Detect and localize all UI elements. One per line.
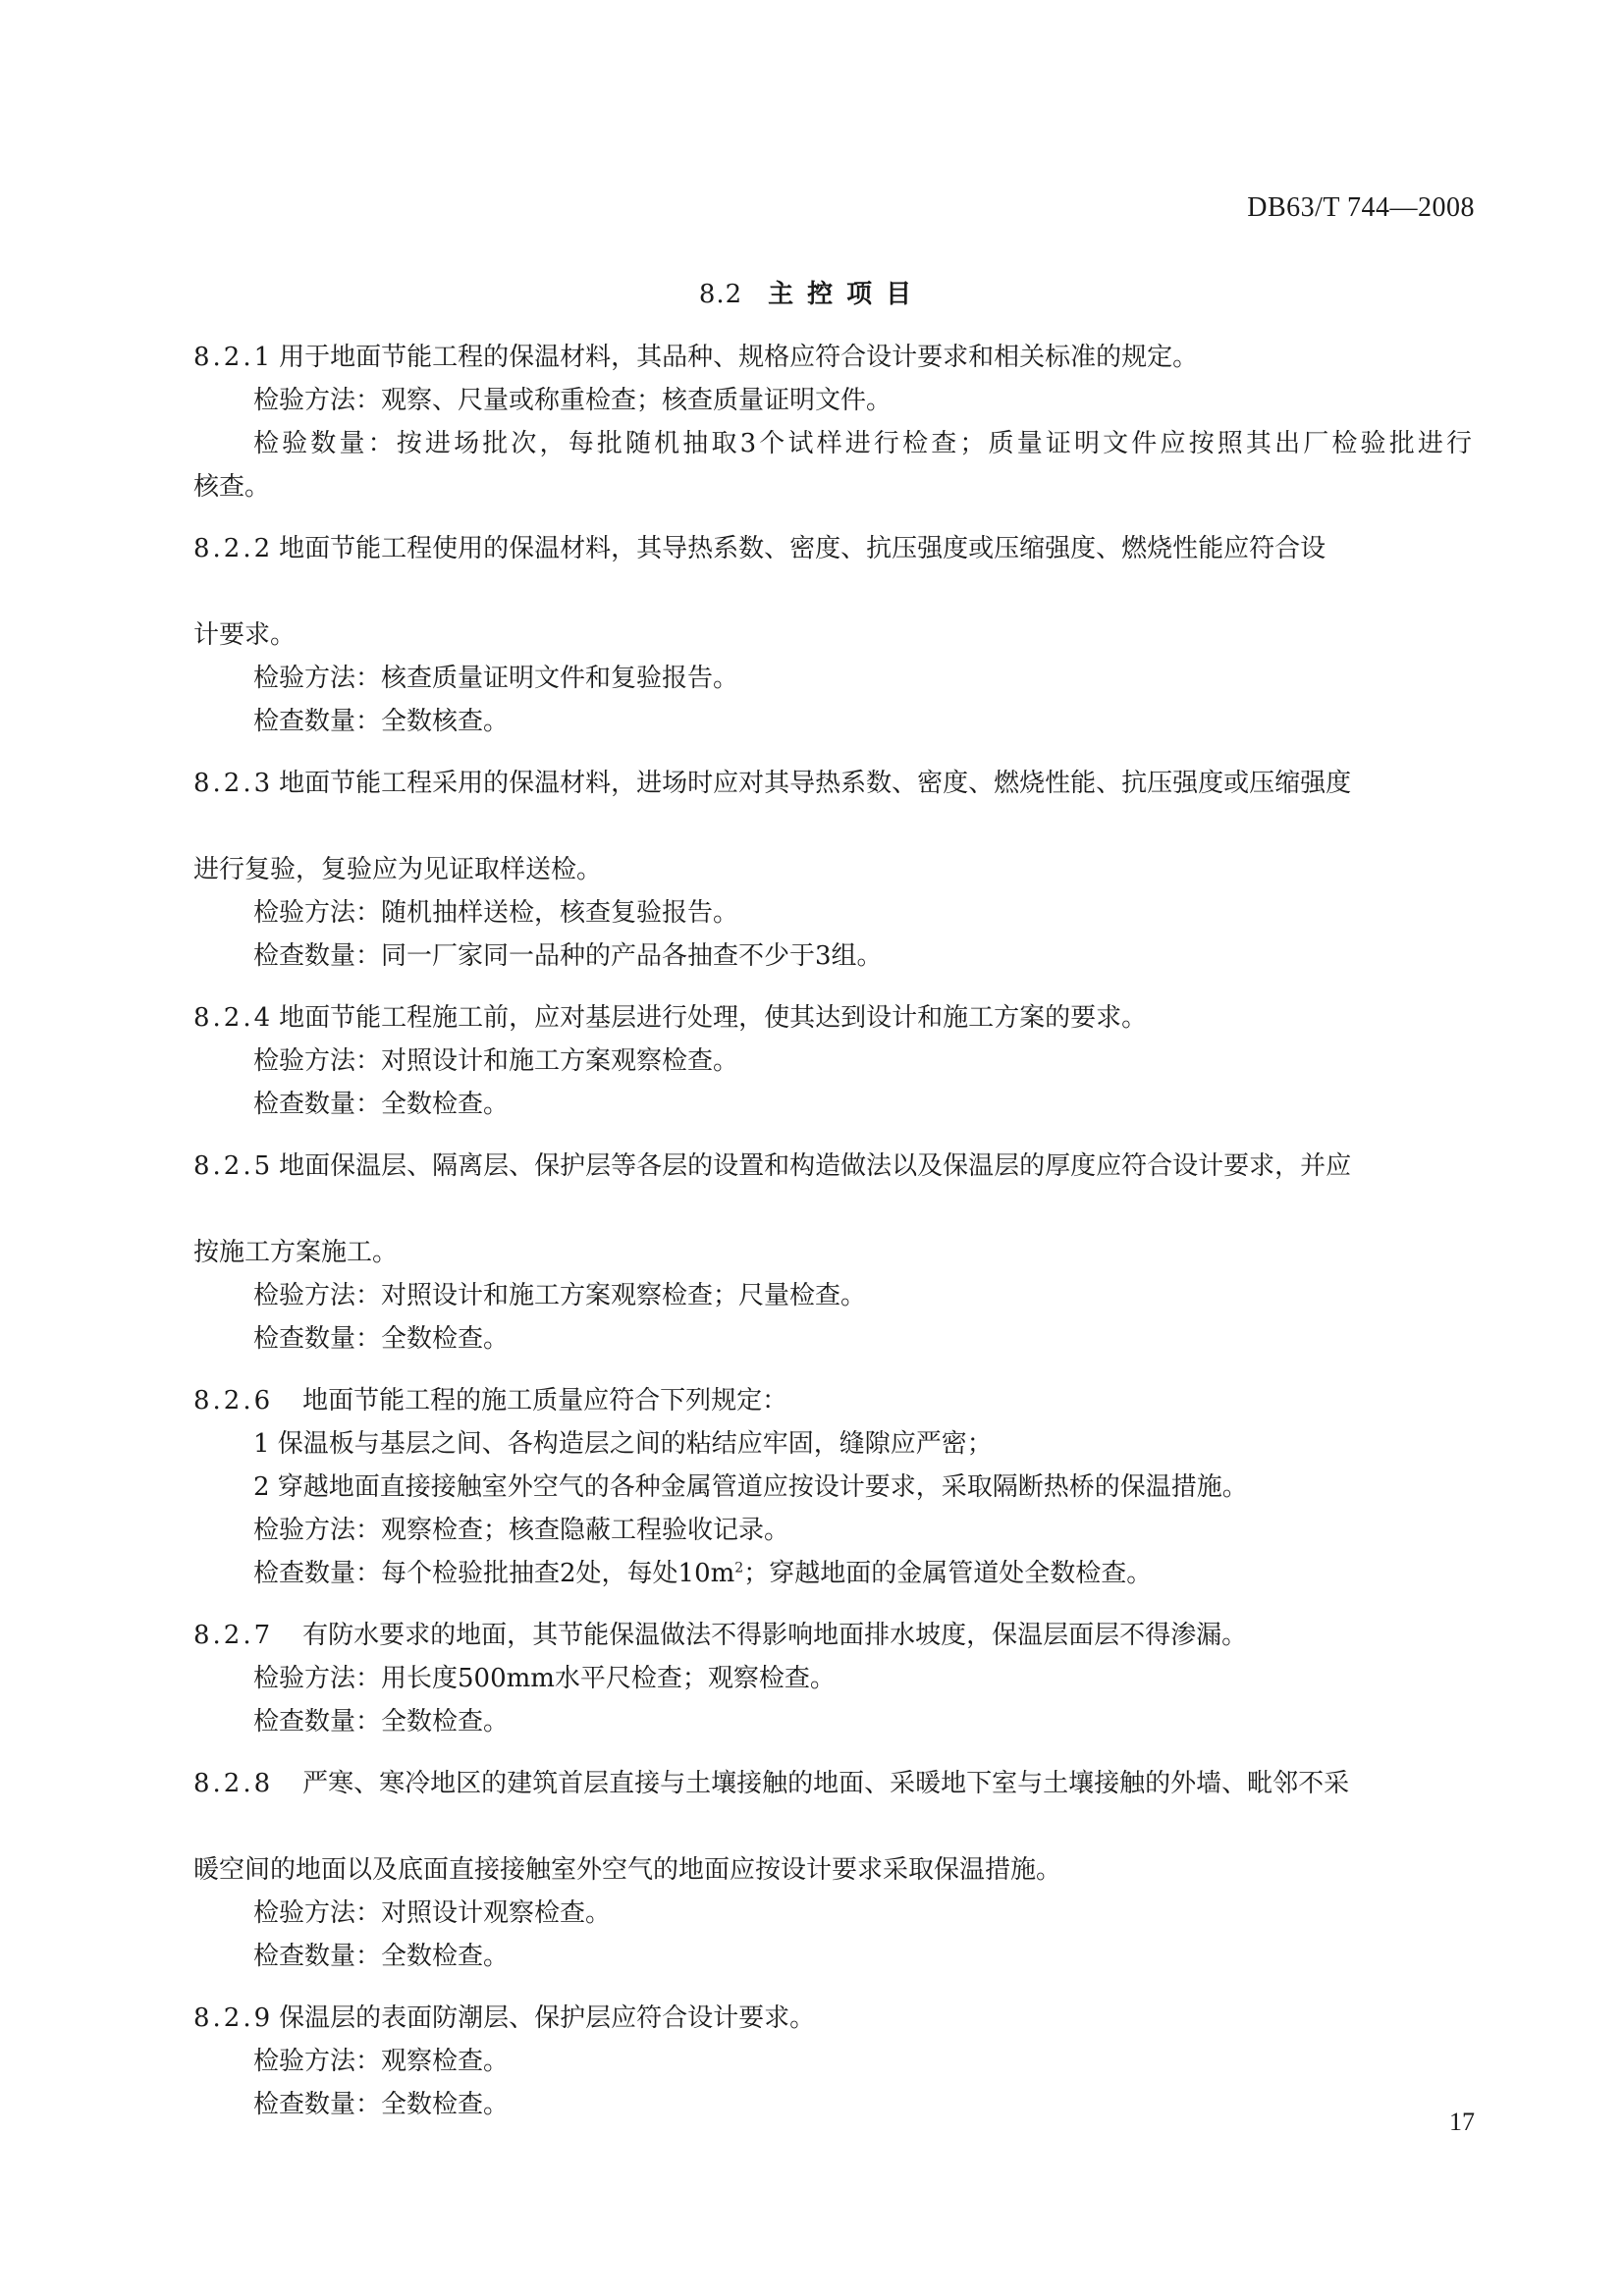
clause-text-cont: 按施工方案施工。 (193, 1238, 399, 1267)
inspection-method: 检验方法：对照设计观察检查。 (253, 1898, 612, 1928)
inspection-quantity: 检查数量：全数检查。 (253, 1324, 510, 1354)
inspection-quantity: 检查数量：全数检查。 (253, 1707, 510, 1736)
page-number: 17 (1449, 2108, 1475, 2136)
inspection-method: 检验方法：随机抽样送检，核查复验报告。 (253, 898, 739, 928)
clause-number: 8.2.3 (193, 769, 274, 798)
clause-number: 8.2.1 (193, 343, 274, 372)
clause-text: 严寒、寒冷地区的建筑首层直接与土壤接触的地面、采暖地下室与土壤接触的外墙、毗邻不采 (302, 1769, 1350, 1798)
clause-8-2-4 (193, 996, 1472, 1040)
clause-8-2-1 (193, 336, 1472, 379)
clause-8-2-6 (193, 1379, 1472, 1422)
inspection-method: 检验方法：核查质量证明文件和复验报告。 (253, 664, 739, 693)
clause-8-2-2 (193, 527, 1472, 614)
clause-8-2-7 (193, 1614, 1472, 1657)
clause-text: 保温层的表面防潮层、保护层应符合设计要求。 (279, 2003, 816, 2033)
clause-number: 8.2.5 (193, 1151, 274, 1181)
clause-text: 地面节能工程采用的保温材料，进场时应对其导热系数、密度、燃烧性能、抗压强度或压缩强度 (279, 769, 1352, 798)
inspection-method: 检验方法：观察检查。 (253, 2047, 510, 2076)
requirement-item: 1 保温板与基层之间、各构造层之间的粘结应牢固，缝隙应严密； (253, 1429, 993, 1459)
clause-number: 8.2.2 (193, 534, 274, 563)
clause-number: 8.2.9 (193, 2003, 274, 2033)
clause-text: 用于地面节能工程的保温材料，其品种、规格应符合设计要求和相关标准的规定。 (279, 343, 1199, 372)
inspection-quantity: 检查数量：全数核查。 (253, 707, 510, 736)
clause-text: 地面节能工程施工前，应对基层进行处理，使其达到设计和施工方案的要求。 (279, 1003, 1148, 1033)
clause-text: 有防水要求的地面，其节能保温做法不得影响地面排水坡度，保温层面层不得渗漏。 (302, 1621, 1248, 1650)
inspection-quantity: 检查数量：全数检查。 (253, 2090, 510, 2119)
inspection-quantity (193, 1552, 1472, 1595)
section-heading (0, 274, 1624, 310)
inspection-quantity: 检验数量：按进场批次，每批随机抽取3个试样进行检查；质量证明文件应按照其出厂检验批进行 (253, 429, 1472, 458)
clause-text-cont: 计要求。 (193, 620, 297, 650)
quantity-text: 检查数量：每个检验批抽查2处，每处10m (253, 1559, 735, 1588)
clause-text-cont: 进行复验，复验应为见证取样送检。 (193, 855, 603, 884)
inspection-quantity-cont: 核查。 (193, 472, 271, 502)
clause-number: 8.2.4 (193, 1003, 274, 1033)
document-code: DB63/T 744—2008 (1247, 192, 1475, 223)
inspection-method: 检验方法：对照设计和施工方案观察检查。 (253, 1046, 739, 1076)
clause-text-cont: 暖空间的地面以及底面直接接触室外空气的地面应按设计要求采取保温措施。 (193, 1855, 1062, 1885)
inspection-method: 检验方法：用长度500mm水平尺检查；观察检查。 (253, 1664, 836, 1693)
clause-8-2-5 (193, 1145, 1472, 1231)
section-number: 8.2 (698, 280, 743, 309)
clause-text: 地面节能工程使用的保温材料，其导热系数、密度、抗压强度或压缩强度、燃烧性能应符合设 (279, 534, 1326, 563)
clause-text: 地面保温层、隔离层、保护层等各层的设置和构造做法以及保温层的厚度应符合设计要求，并应 (279, 1151, 1352, 1181)
clause-8-2-9 (193, 1997, 1472, 2040)
clause-8-2-3 (193, 762, 1472, 848)
clause-number: 8.2.7 (193, 1621, 274, 1650)
clause-8-2-8 (193, 1762, 1472, 1848)
inspection-quantity: 检查数量：全数检查。 (253, 1090, 510, 1119)
clause-number: 8.2.8 (193, 1769, 274, 1798)
section-title: 主控项目 (768, 280, 926, 309)
inspection-method: 检验方法：观察检查；核查隐蔽工程验收记录。 (253, 1516, 790, 1545)
requirement-item: 2 穿越地面直接接触室外空气的各种金属管道应按设计要求，采取隔断热桥的保温措施。 (253, 1472, 1248, 1502)
clause-number: 8.2.6 (193, 1386, 274, 1415)
inspection-method: 检验方法：对照设计和施工方案观察检查；尺量检查。 (253, 1281, 867, 1310)
clause-list (193, 336, 1472, 2126)
inspection-method: 检验方法：观察、尺量或称重检查；核查质量证明文件。 (253, 386, 893, 415)
quantity-text-cont: ；穿越地面的金属管道处全数检查。 (743, 1559, 1153, 1588)
superscript: 2 (734, 1560, 744, 1576)
inspection-quantity: 检查数量：全数检查。 (253, 1942, 510, 1971)
clause-text: 地面节能工程的施工质量应符合下列规定： (302, 1386, 788, 1415)
inspection-quantity: 检查数量：同一厂家同一品种的产品各抽查不少于3组。 (253, 941, 883, 971)
